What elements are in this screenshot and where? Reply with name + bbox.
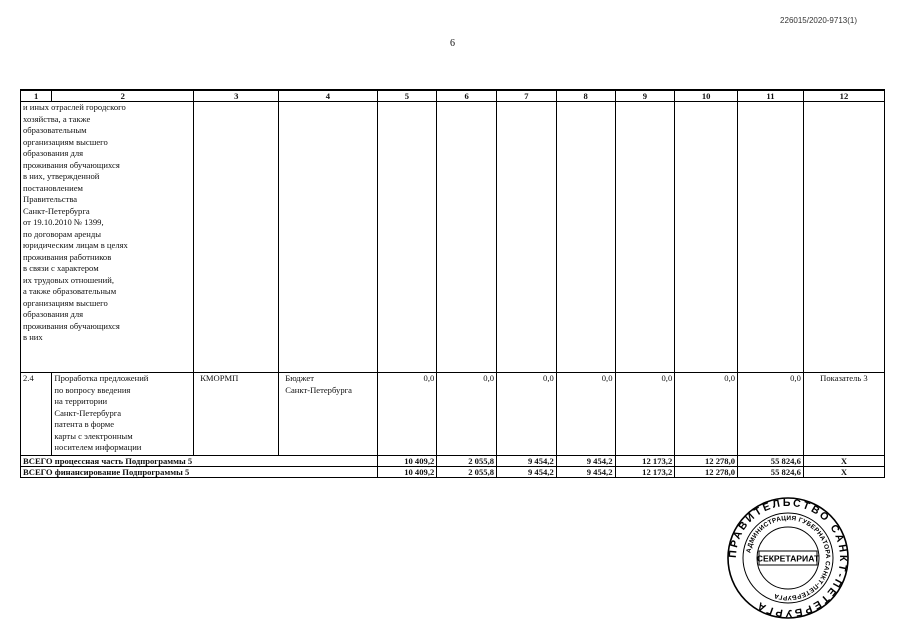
total-value: 9 454,2 xyxy=(497,467,557,478)
table-row-2-4 xyxy=(21,373,885,456)
desc-line: в них, утвержденной xyxy=(23,171,100,181)
value-cell: 0,0 xyxy=(437,373,497,456)
total-value: 10 409,2 xyxy=(377,467,437,478)
stamp-inner-text: АДМИНИСТРАЦИЯ ГУБЕРНАТОРА САНКТ-ПЕТЕРБУРГА xyxy=(745,514,832,602)
desc-line: проживания обучающихся xyxy=(23,159,120,170)
empty-cell xyxy=(279,102,377,373)
desc-line: Санкт-Петербурга xyxy=(54,407,122,418)
desc-line: по договорам аренды xyxy=(23,228,101,239)
empty-cell xyxy=(194,102,279,373)
column-header: 1 xyxy=(21,90,52,102)
column-header: 9 xyxy=(615,90,675,102)
column-header: 11 xyxy=(738,90,804,102)
total-value: 2 055,8 xyxy=(437,467,497,478)
desc-line: их трудовых отношений, xyxy=(23,274,115,285)
funding-source-cell xyxy=(279,373,377,456)
desc-line: а также образовательным xyxy=(23,286,117,296)
empty-cell xyxy=(738,102,804,373)
desc-line: в связи с характером xyxy=(23,263,99,273)
total-value: 12 278,0 xyxy=(675,467,738,478)
total-label: ВСЕГО процессная часть Подпрограммы 5 xyxy=(21,456,378,467)
desc-line: Правительства xyxy=(23,194,78,204)
stamp-center-text: СЕКРЕТАРИАТ xyxy=(756,553,820,564)
header-row xyxy=(21,90,885,102)
column-header: 8 xyxy=(556,90,615,102)
desc-line: образования для xyxy=(23,309,84,319)
desc-line: организациям высшего xyxy=(23,136,108,147)
desc-line: патента в форме xyxy=(54,419,115,429)
total-value: 9 454,2 xyxy=(556,467,615,478)
desc-line: от 19.10.2010 № 1399, xyxy=(23,217,104,227)
executor-cell: КМОРМП xyxy=(194,373,279,456)
value-cell: 0,0 xyxy=(738,373,804,456)
total-value: 55 824,6 xyxy=(738,467,804,478)
empty-cell xyxy=(497,102,557,373)
value-cell: 0,0 xyxy=(675,373,738,456)
column-header: 2 xyxy=(52,90,194,102)
value-cell: 0,0 xyxy=(615,373,675,456)
value-cell: 0,0 xyxy=(497,373,557,456)
desc-line: образования для xyxy=(23,148,84,158)
empty-cell xyxy=(377,102,437,373)
total-row-process xyxy=(21,456,885,467)
total-marker: Х xyxy=(803,456,884,467)
indicator-cell: Показатель 3 xyxy=(803,373,884,456)
subprogram-table xyxy=(20,89,885,478)
total-value: 12 173,2 xyxy=(615,467,675,478)
row-description xyxy=(52,373,194,456)
desc-line: организациям высшего xyxy=(23,297,108,308)
total-row-financing xyxy=(21,467,885,478)
empty-cell xyxy=(437,102,497,373)
column-header: 4 xyxy=(279,90,377,102)
desc-line: носителем информации xyxy=(54,442,142,452)
desc-line: по вопросу введения xyxy=(54,384,131,395)
desc-line: проживания работников xyxy=(23,251,112,262)
total-value: 12 278,0 xyxy=(675,456,738,467)
total-value: 9 454,2 xyxy=(556,456,615,467)
row-number: 2.4 xyxy=(21,373,52,456)
desc-line: карты с электронным xyxy=(54,430,133,441)
column-header: 5 xyxy=(377,90,437,102)
total-value: 12 173,2 xyxy=(615,456,675,467)
empty-cell xyxy=(675,102,738,373)
empty-cell xyxy=(803,102,884,373)
total-value: 9 454,2 xyxy=(497,456,557,467)
empty-cell xyxy=(615,102,675,373)
desc-line: и иных отраслей городского xyxy=(23,102,126,112)
column-header: 7 xyxy=(497,90,557,102)
desc-line: юридическим лицам в целях xyxy=(23,240,128,250)
desc-line: проживания обучающихся xyxy=(23,320,120,331)
total-marker: Х xyxy=(803,467,884,478)
document-id: 226015/2020-9713(1) xyxy=(780,16,857,25)
total-value: 55 824,6 xyxy=(738,456,804,467)
empty-cell xyxy=(556,102,615,373)
total-value: 10 409,2 xyxy=(377,456,437,467)
secretariat-stamp xyxy=(726,496,850,620)
value-cell: 0,0 xyxy=(377,373,437,456)
column-header: 3 xyxy=(194,90,279,102)
continuation-description xyxy=(21,102,194,373)
desc-line: Санкт-Петербурга xyxy=(23,205,90,216)
continuation-row xyxy=(21,102,885,373)
desc-line: хозяйства, а также xyxy=(23,113,91,124)
desc-line: Проработка предложений xyxy=(54,373,149,383)
total-label: ВСЕГО финансирование Подпрограммы 5 xyxy=(21,467,378,478)
total-value: 2 055,8 xyxy=(437,456,497,467)
source-line: Бюджет xyxy=(285,373,314,383)
column-header: 6 xyxy=(437,90,497,102)
page-number: 6 xyxy=(450,38,455,49)
source-line: Санкт-Петербурга xyxy=(285,384,352,395)
desc-line: в них xyxy=(23,332,43,342)
column-header: 12 xyxy=(803,90,884,102)
desc-line: образовательным xyxy=(23,125,87,135)
desc-line: на территории xyxy=(54,396,108,406)
stamp-outer-text: ПРАВИТЕЛЬСТВО САНКТ-ПЕТЕРБУРГА xyxy=(726,496,850,620)
value-cell: 0,0 xyxy=(556,373,615,456)
column-header: 10 xyxy=(675,90,738,102)
desc-line: постановлением xyxy=(23,182,83,193)
